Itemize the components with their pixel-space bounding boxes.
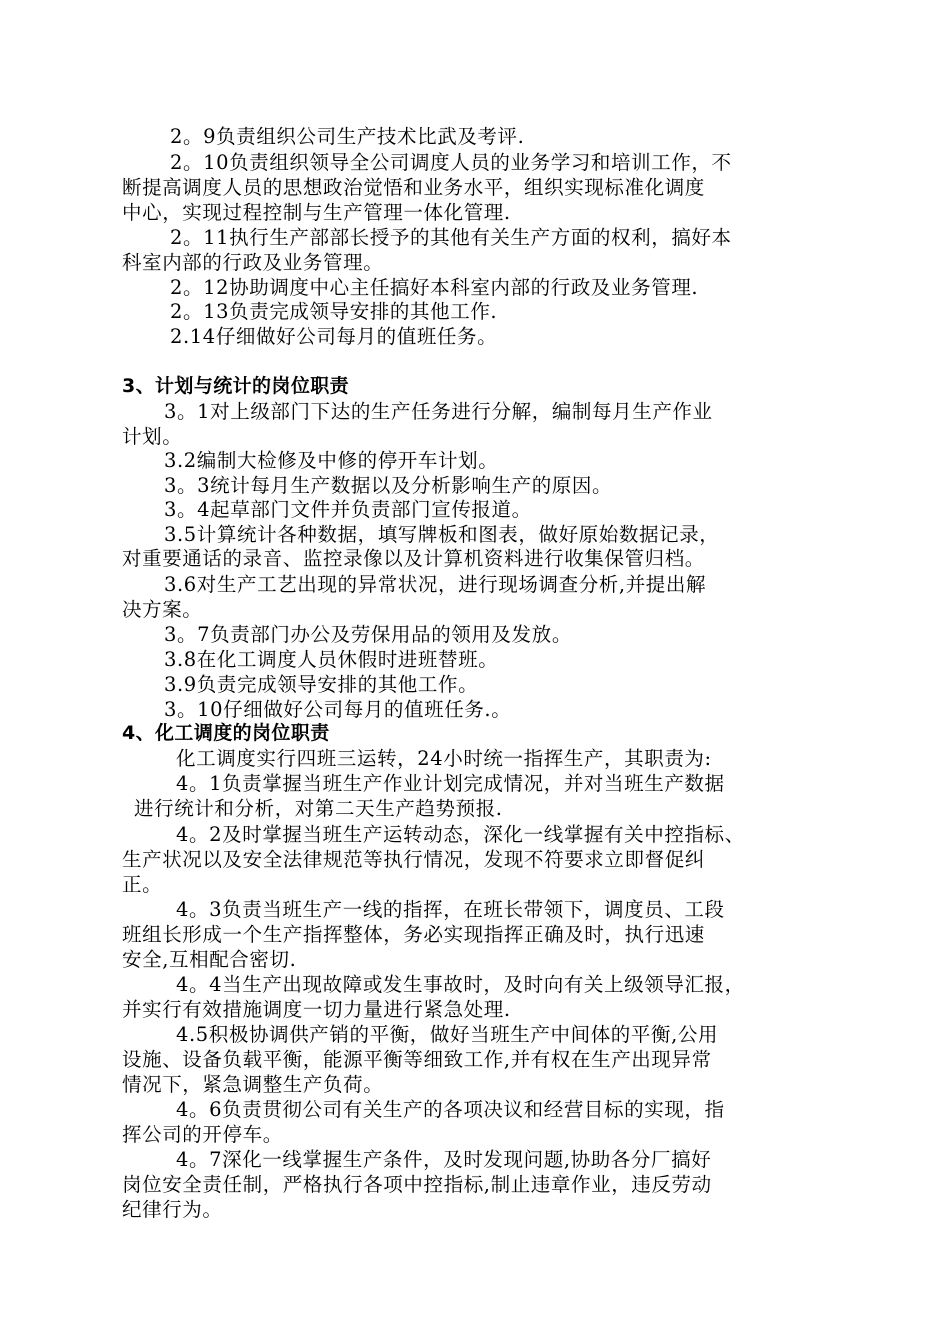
paragraph-line: 班组长形成一个生产指挥整体，务必实现指挥正确及时，执行迅速 — [122, 923, 705, 946]
paragraph-line: 设施、设备负载平衡，能源平衡等细致工作,并有权在生产出现异常 — [122, 1048, 712, 1071]
paragraph-line: 情况下，紧急调整生产负荷。 — [122, 1073, 384, 1096]
paragraph-line: 3。10仔细做好公司每月的值班任务.。 — [164, 698, 512, 721]
paragraph-line: 进行统计和分析，对第二天生产趋势预报. — [134, 797, 503, 820]
paragraph-line: 3。1对上级部门下达的生产任务进行分解，编制每月生产作业 — [164, 400, 713, 423]
paragraph-line: 2。11执行生产部部长授予的其他有关生产方面的权利，搞好本 — [170, 226, 732, 249]
paragraph-line: 3。3统计每月生产数据以及分析影响生产的原因。 — [164, 474, 613, 497]
paragraph-line: 4。6负责贯彻公司有关生产的各项决议和经营目标的实现，指 — [176, 1098, 725, 1121]
paragraph-line: 2。13负责完成领导安排的其他工作. — [170, 300, 498, 323]
paragraph-line: 纪律行为。 — [122, 1198, 223, 1221]
paragraph-line: 安全,互相配合密切. — [122, 948, 297, 971]
paragraph-line: 4。7深化一线掌握生产条件，及时发现问题,协助各分厂搞好 — [176, 1148, 712, 1171]
paragraph-line: 并实行有效措施调度一切力量进行紧急处理. — [122, 998, 511, 1021]
paragraph-line: 3.8在化工调度人员休假时进班替班。 — [164, 648, 499, 671]
paragraph-line: 4。2及时掌握当班生产运转动态，深化一线掌握有关中控指标、 — [176, 823, 745, 846]
section-heading-3: 3、计划与统计的岗位职责 — [122, 375, 350, 397]
paragraph-line: 计划。 — [122, 425, 183, 448]
paragraph-line: 3.9负责完成领导安排的其他工作。 — [164, 673, 479, 696]
paragraph-line: 断提高调度人员的思想政治觉悟和业务水平，组织实现标准化调度 — [122, 176, 705, 199]
paragraph-line: 挥公司的开停车。 — [122, 1123, 283, 1146]
paragraph-line: 决方案。 — [122, 598, 203, 621]
paragraph-line: 3.2编制大检修及中修的停开车计划。 — [164, 449, 499, 472]
paragraph-line: 3。4起草部门文件并负责部门宣传报道。 — [164, 498, 532, 521]
paragraph-line: 岗位安全责任制，严格执行各项中控指标,制止违章作业，违反劳动 — [122, 1173, 712, 1196]
paragraph-line: 4.5积极协调供产销的平衡，做好当班生产中间体的平衡,公用 — [176, 1023, 719, 1046]
paragraph-line: 2。9负责组织公司生产技术比武及考评. — [170, 125, 525, 148]
paragraph-line: 4。1负责掌握当班生产作业计划完成情况，并对当班生产数据 — [176, 772, 725, 795]
paragraph-line: 对重要通话的录音、监控录像以及计算机资料进行收集保管归档。 — [122, 547, 705, 570]
paragraph-line: 3。7负责部门办公及劳保用品的领用及发放。 — [164, 623, 572, 646]
paragraph-line: 4。3负责当班生产一线的指挥，在班长带领下，调度员、工段 — [176, 898, 725, 921]
paragraph-line: 化工调度实行四班三运转，24小时统一指挥生产，其职责为: — [176, 747, 712, 770]
paragraph-line: 2。12协助调度中心主任搞好本科室内部的行政及业务管理. — [170, 276, 699, 299]
paragraph-line: 3.6对生产工艺出现的异常状况，进行现场调查分析,并提出解 — [164, 573, 707, 596]
paragraph-line: 中心，实现过程控制与生产管理一体化管理. — [122, 201, 511, 224]
paragraph-line: 正。 — [122, 873, 163, 896]
paragraph-line: 4。4当生产出现故障或发生事故时，及时向有关上级领导汇报， — [176, 973, 745, 996]
paragraph-line: 生产状况以及安全法律规范等执行情况，发现不符要求立即督促纠 — [122, 848, 705, 871]
paragraph-line: 2。10负责组织领导全公司调度人员的业务学习和培训工作，不 — [170, 151, 732, 174]
paragraph-line: 2.14仔细做好公司每月的值班任务。 — [170, 325, 498, 348]
paragraph-line: 3.5计算统计各种数据，填写牌板和图表，做好原始数据记录， — [164, 523, 720, 546]
paragraph-line: 科室内部的行政及业务管理。 — [122, 251, 384, 274]
section-heading-4: 4、化工调度的岗位职责 — [122, 722, 330, 744]
